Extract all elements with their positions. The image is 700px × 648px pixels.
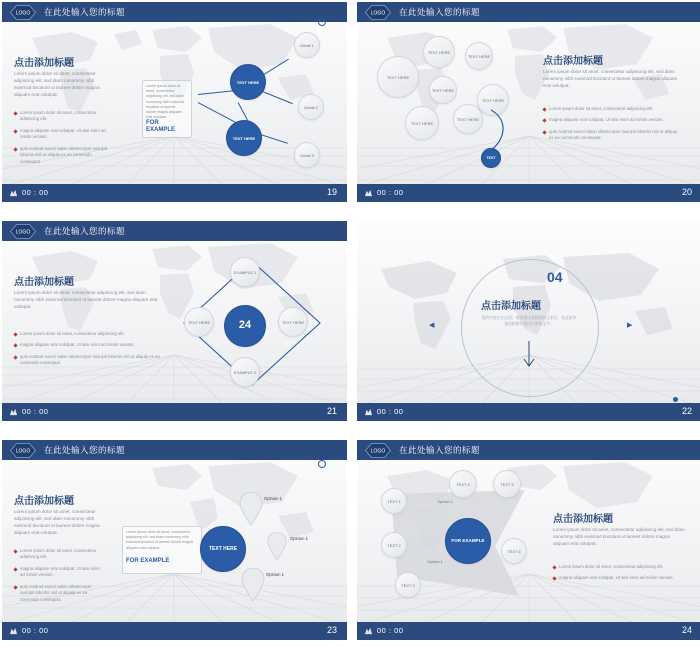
svg-text:LOGO: LOGO [15,10,31,17]
bullet-text: Lorem ipsum dolor sit amet, consectetur adipiscing elit. [549,106,654,111]
opinion-label-1: Opinion 1 [437,500,453,504]
bubble-2[interactable]: TEXT HERE [423,36,455,68]
slide-heading: 点击添加标题 [14,58,74,69]
diamond-bullet-icon [13,147,17,151]
list-item [543,106,679,112]
slide-paragraph: Lorem ipsum dolor sit amet, consectetur adipiscing elit, sed diam nonummy nibh euismod tincidunt ut laoreet dolore magna aliquam erat volutpat. [14,290,158,310]
logo-icon[interactable] [10,443,36,458]
slide-footer [357,184,700,202]
slide-24[interactable] [357,440,700,640]
node-example-2[interactable]: EXAMPLE 2 [230,357,260,387]
list-item [14,128,109,141]
text-node-4[interactable]: TEXT 4 [449,470,477,498]
timer-label: 00 : 00 [377,626,404,635]
diamond-bullet-icon [13,332,17,336]
list-item [14,566,104,579]
list-item [553,575,685,581]
diamond-bullet-icon [542,119,546,123]
node-text-left[interactable]: TEXT HERE [184,307,214,337]
center-label-circle[interactable]: FOR EXAMPLE [445,518,491,564]
svg-text:LOGO: LOGO [15,448,31,455]
slide-paragraph: Lorem ipsum dolor sit amet, consectetur adipiscing elit, sed diam nonummy nibh euismod tincidunt ut laoreet dolore magna aliquam erat volutpat. [14,71,100,98]
slide-footer [357,622,700,640]
description-text: Lorem ipsum dolor sit amet, consectetur adipiscing elit, sed diam nonummy nibh euismod tincidunt ut laoreet dolore magna aliquam erat volutpat. [146,84,185,120]
bubble-8-highlighted[interactable]: TEXT [481,148,501,168]
svg-text:LOGO: LOGO [15,229,31,236]
timer-label: 00 : 00 [22,188,49,197]
timer-label: 00 : 00 [377,188,404,197]
svg-text:LOGO: LOGO [370,448,386,455]
slide-paragraph: Lorem ipsum dolor sit amet, consectetur adipiscing elit, sed diam nonummy nibh euismod tincidunt ut laoreet dolore magna aliquam erat volutpat. [543,69,678,89]
slide-canvas [2,2,347,184]
slide-heading: 点击添加标题 [14,277,74,288]
slide-footer [357,403,700,421]
diamond-bullet-icon [13,585,17,589]
slide-heading: 点击添加标题 [553,514,613,525]
svg-text:LOGO: LOGO [370,10,386,17]
slide-canvas [357,440,700,622]
slide-heading: 点击添加标题 [14,496,74,507]
page-number: 19 [326,187,337,197]
node-detail-1[interactable]: Detail 1 [294,32,320,58]
page-number: 23 [326,625,337,635]
bullet-text: Lorem ipsum dolor sit amet, consectetur adipiscing elit. [20,548,97,560]
list-item [14,584,104,603]
list-item [14,342,160,348]
timer-label: 00 : 00 [22,407,49,416]
bullet-list [14,548,104,608]
list-item [543,117,679,123]
text-node-1[interactable]: TEXT 1 [381,488,407,514]
description-text: Lorem ipsum dolor sit amet, consectetur adipiscing elit, sed diam nonummy nibh euismod tincidunt ut laoreet dolore magna aliquam erat volutpat. [126,530,193,550]
page-title: 在此处输入您的标题 [44,7,126,17]
opinion-label-2: Opinion 1 [427,560,443,564]
bullet-text: quis nostrud exerci tation ullamcorper suscipit lobortis nisl ut aliquip ex ea commodo consequat. [20,353,160,366]
pin-label-1: Opinion 1 [264,496,282,501]
bubble-4[interactable]: TEXT HERE [405,106,439,140]
slide-20[interactable] [357,2,700,202]
slide-canvas [2,440,347,622]
page-title: 在此处输入您的标题 [44,226,126,236]
bubble-7[interactable]: TEXT HERE [477,84,509,116]
bullet-list [14,110,109,170]
list-item [14,146,109,165]
decorative-dot [318,18,326,26]
list-item [543,129,679,142]
bubble-6[interactable]: TEXT HERE [429,76,457,104]
timer-icon [9,189,18,197]
diamond-bullet-icon [542,107,546,111]
timer-icon [364,189,373,197]
bullet-text: magna aliquam erat volutpat. Ut wisi enim ad minim veniam. [549,117,664,123]
text-node-3[interactable]: TEXT 3 [395,572,421,598]
next-arrow-icon[interactable]: ▶ [627,322,633,329]
bubble-5[interactable]: TEXT HERE [453,104,483,134]
bullet-text: quis nostrud exerci tation ullamcorper suscipit lobortis nisl ut aliquip ex ea commodo consequat. [549,128,678,141]
bullet-list [14,331,160,372]
for-example-label: FOR EXAMPLE [146,120,176,133]
bullet-text: magna aliquam erat volutpat. Ut wisi enim ad minim veniam. [20,127,106,140]
timer-icon [364,627,373,635]
text-node-2[interactable]: TEXT 2 [381,532,407,558]
decorative-dot [318,460,326,468]
bullet-text: magna aliquam erat volutpat. Ut wisi enim ad minim veniam. [559,575,674,581]
diamond-bullet-icon [13,111,17,115]
decorative-dot [673,397,678,402]
page-title: 在此处输入您的标题 [399,445,481,455]
slide-canvas [2,221,347,403]
logo-icon[interactable] [10,5,36,20]
timer-icon [9,408,18,416]
diamond-bullet-icon [552,577,556,581]
section-circle [461,259,599,397]
center-label-circle[interactable]: TEXT HERE [200,526,246,572]
pin-marker-1[interactable] [238,492,264,526]
bullet-list [543,106,679,147]
bubble-3[interactable]: TEXT HERE [465,42,493,70]
text-node-6[interactable]: TEXT 6 [501,538,527,564]
slide-23[interactable] [2,440,347,640]
bubble-1[interactable]: TEXT HERE [377,56,419,98]
slide-heading: 点击添加标题 [543,56,603,67]
node-detail-3[interactable]: Detail 3 [294,142,320,168]
page-number: 20 [681,187,692,197]
pin-marker-2[interactable] [266,532,288,560]
section-index: 04 [547,269,563,285]
bullet-text: magna aliquam erat volutpat. Ut wisi enim ad minim veniam. [20,342,135,348]
slide-canvas [357,221,700,403]
diamond-bullet-icon [13,567,17,571]
page-title: 在此处输入您的标题 [399,7,481,17]
section-heading: 点击添加标题 [481,301,541,312]
bullet-text: Lorem ipsum dolor sit amet, consectetur adipiscing elit. [20,331,125,336]
slide-footer [2,184,347,202]
slide-21[interactable] [2,221,347,421]
slide-footer [2,622,347,640]
timer-label: 00 : 00 [22,626,49,635]
list-item [14,110,109,123]
bullet-list [553,564,685,587]
bullet-text: quis nostrud exerci tation ullamcorper suscipit lobortis nisl ut aliquip ex ea commodo consequat. [20,145,107,164]
bullet-text: Lorem ipsum dolor sit amet, consectetur adipiscing elit. [559,564,664,569]
diamond-bullet-icon [552,565,556,569]
timer-label: 00 : 00 [377,407,404,416]
timer-icon [364,408,373,416]
diamond-bullet-icon [542,130,546,134]
node-text-here-bottom[interactable]: TEXT HERE [226,120,262,156]
text-node-5[interactable]: TEXT 5 [493,470,521,498]
bullet-text: quis nostrud exerci tation ullamcorper suscipit lobortis nisl ut aliquip ex ea commodo consequat. [20,583,92,602]
slide-footer [2,403,347,421]
pin-label-3: Opinion 1 [266,572,284,577]
center-value-circle[interactable]: 24 [224,305,266,347]
section-subtext: 您的内容打在这里，或者通过复制您的文本后，在此框中选择粘贴并选择只保留文字。 [481,316,577,327]
slide-19[interactable] [2,2,347,202]
list-item [14,354,160,367]
pin-label-2: Opinion 1 [290,536,308,541]
list-item [553,564,685,570]
list-item [14,331,160,337]
page-number: 21 [326,406,337,416]
slide-paragraph: Lorem ipsum dolor sit amet, consectetur adipiscing elit, sed diam nonummy nibh euismod tincidunt ut laoreet dolore magna aliquam erat volutpat. [14,509,100,536]
slide-22[interactable] [357,221,700,421]
node-text-here-top[interactable]: TEXT HERE [230,64,266,100]
node-text-right[interactable]: TEXT HERE [278,307,308,337]
page-number: 24 [681,625,692,635]
for-example-label: FOR EXAMPLE [126,558,170,564]
diamond-bullet-icon [13,129,17,133]
bullet-text: Lorem ipsum dolor sit amet, consectetur adipiscing elit. [20,110,97,122]
logo-icon[interactable] [365,5,391,20]
prev-arrow-icon[interactable]: ◀ [429,322,435,329]
slide-paragraph: Lorem ipsum dolor sit amet, consectetur adipiscing elit, sed diam nonummy nibh euismod tincidunt ut laoreet dolore magna aliquam erat volutpat. [553,527,685,547]
timer-icon [9,627,18,635]
logo-icon[interactable] [10,224,36,239]
down-arrow-icon [517,339,541,371]
diamond-bullet-icon [13,549,17,553]
pin-marker-3[interactable] [240,568,266,602]
diamond-bullet-icon [13,355,17,359]
node-detail-2[interactable]: Detail 2 [298,94,324,120]
slide-canvas [357,2,700,184]
bullet-text: magna aliquam erat volutpat. Ut wisi enim ad minim veniam. [20,565,100,578]
diamond-bullet-icon [13,344,17,348]
list-item [14,548,104,561]
node-example-1[interactable]: EXAMPLE 1 [230,257,260,287]
page-title: 在此处输入您的标题 [44,445,126,455]
logo-icon[interactable] [365,443,391,458]
page-number: 22 [681,406,692,416]
